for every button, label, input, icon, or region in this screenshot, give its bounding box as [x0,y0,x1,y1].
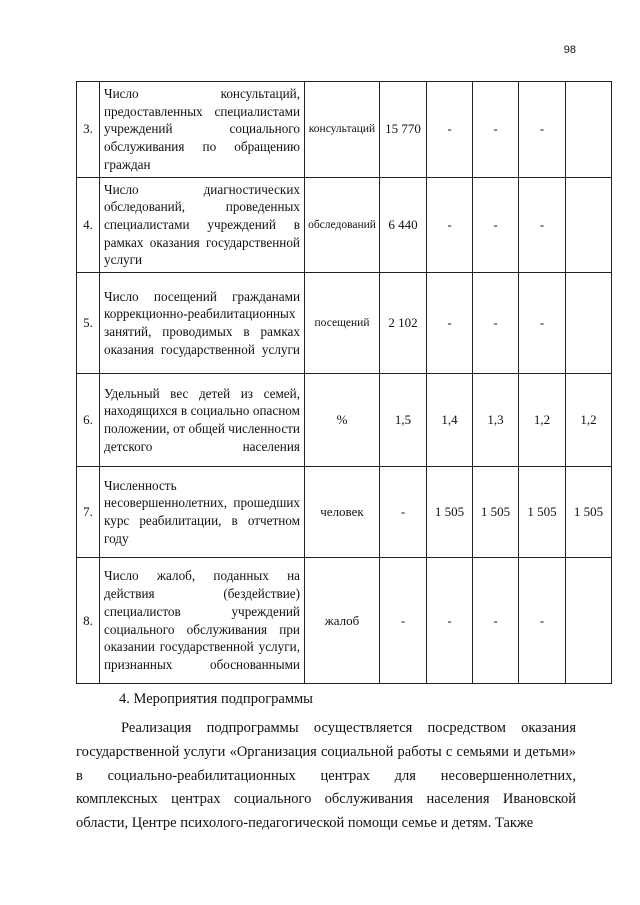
row-unit: человек [305,467,380,558]
row-description: Число посещений гражданами коррекционно-реабилитационных занятий, проводимых в рамках оказания государственной услуги [100,273,305,374]
row-value: - [380,558,427,684]
row-value: 1,5 [380,374,427,467]
row-value [566,177,612,273]
row-value: - [427,558,473,684]
row-value: - [380,467,427,558]
indicators-table [76,81,612,684]
row-value: 6 440 [380,177,427,273]
table-row [77,177,612,273]
row-value: 1,3 [473,374,519,467]
table-row [77,374,612,467]
row-description: Число диагностических обследований, проведенных специалистами учреждений в рамках оказания государственной услуги [100,177,305,273]
row-value: 1,2 [566,374,612,467]
row-value: - [519,558,566,684]
row-unit: % [305,374,380,467]
row-value [566,558,612,684]
row-unit: жалоб [305,558,380,684]
row-value: - [427,82,473,178]
row-value: 1 505 [519,467,566,558]
row-value: 15 770 [380,82,427,178]
row-value: 1,2 [519,374,566,467]
row-index: 6. [77,374,100,467]
row-index: 4. [77,177,100,273]
row-index: 3. [77,82,100,178]
row-value: - [427,177,473,273]
row-value: - [519,177,566,273]
row-value: - [519,82,566,178]
page-number: 98 [563,44,576,56]
row-value: - [473,273,519,374]
row-value: - [473,82,519,178]
row-description: Число консультаций, предоставленных специалистами учреждений социального обслуживания по обращению граждан [100,82,305,178]
body-paragraph: Реализация подпрограммы осуществляется посредством оказания государственной услуги «Организация социальной работы с семьями и детьми» в социально-реабилитационных центрах для несовершеннолетних, комплексных центрах социального обслуживания населения Ивановской области, Центре психолого-педагогической помощи семье и детям. Также [76,720,576,832]
row-value: 2 102 [380,273,427,374]
table-row [77,82,612,178]
row-value: 1,4 [427,374,473,467]
row-index: 5. [77,273,100,374]
row-value: 1 505 [473,467,519,558]
row-value [566,273,612,374]
row-description: Удельный вес детей из семей, находящихся в социально опасном положении, от общей численности детского населения [100,374,305,467]
row-description: Число жалоб, поданных на действия (бездействие) специалистов учреждений социального обслуживания при оказании государственной услуги, признанных обоснованными [100,558,305,684]
table-row [77,273,612,374]
row-unit: обследований [305,177,380,273]
row-value: 1 505 [566,467,612,558]
row-value: - [519,273,566,374]
row-description: Численность несовершеннолетних, прошедших курс реабилитации, в отчетном году [100,467,305,558]
row-value: - [427,273,473,374]
row-value: - [473,177,519,273]
row-value: 1 505 [427,467,473,558]
table-row [77,558,612,684]
row-unit: консультаций [305,82,380,178]
row-index: 7. [77,467,100,558]
section-heading: 4. Мероприятия подпрограммы [119,691,313,707]
row-value: - [473,558,519,684]
row-index: 8. [77,558,100,684]
table-row [77,467,612,558]
row-value [566,82,612,178]
row-unit: посещений [305,273,380,374]
